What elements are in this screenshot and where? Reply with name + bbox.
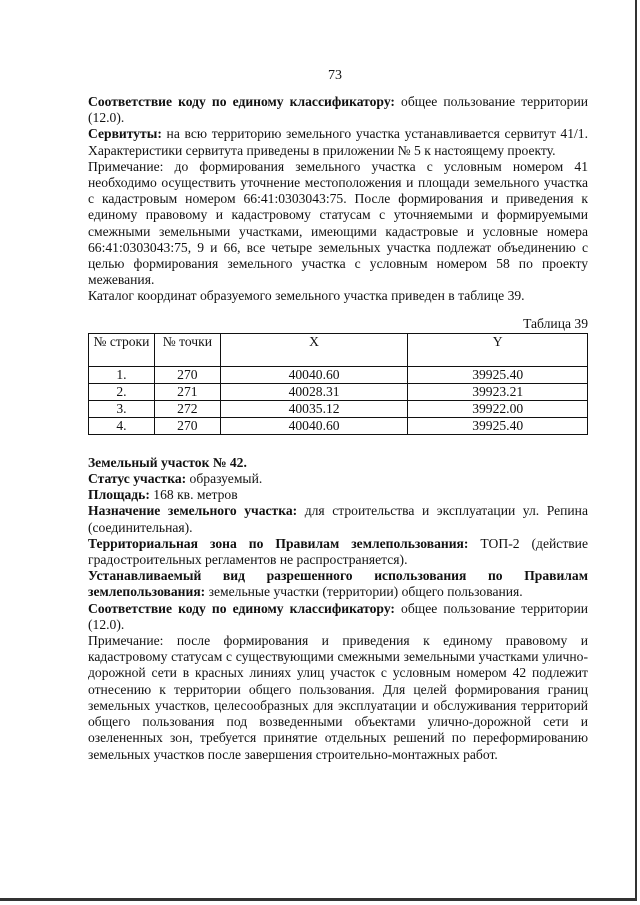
zone-paragraph — [88, 536, 588, 568]
cell-row-number: 1. — [89, 366, 155, 383]
status-label: Статус участка: — [88, 471, 187, 487]
table-row — [89, 400, 588, 417]
cell-point-number: 270 — [154, 417, 220, 434]
classifier-paragraph — [88, 94, 588, 126]
cell-x: 40040.60 — [220, 417, 408, 434]
cell-point-number: 272 — [154, 400, 220, 417]
note-paragraph: Примечание: до формирования земельного участка с условным номером 41 необходимо осуществить уточнение местоположения и площади земельного участка с кадастровым номером 66:41:0303043:75. После формирования и приведения к единому правовому и кадастровому статусам с уточняемыми и формируемыми смежными земельными участками, имеющими кадастровые и условные номера 66:41:0303043:75, 9 и 66, все четыре земельных участка подлежат объединению с целью формирования земельного участка с условным номером 58 по проекту межевания. — [88, 158, 588, 288]
cell-row-number: 3. — [89, 400, 155, 417]
note2-paragraph: Примечание: после формирования и приведения к единому правовому и кадастровому статусам с существующими смежными земельными участками улично-дорожной сети в красных линиях улиц участок с условным номером 42 подлежит отнесению к территории общего пользования. Для целей формирования границ земельных участков, целесообразных для эксплуатации и обслуживания территорий общего пользования под возведенными объектами улично-дорожной сети и озелененных зон, требуется принятие отдельных решений по переформированию земельных участков после завершения строительно-монтажных работ. — [88, 633, 588, 762]
permitted-use-paragraph — [88, 568, 588, 600]
servitudes-paragraph — [88, 126, 588, 158]
cell-x: 40040.60 — [220, 366, 408, 383]
coordinates-table — [88, 333, 588, 435]
servitudes-label: Сервитуты: — [88, 126, 162, 142]
table-row — [89, 383, 588, 400]
header-y: Y — [408, 333, 588, 366]
classifier-label: Соответствие коду по единому классификатору: — [88, 94, 395, 109]
permitted-use-label: Устанавливаемый вид разрешенного использования по Правилам землепользования: — [88, 568, 588, 600]
cell-point-number: 271 — [154, 383, 220, 400]
header-x: X — [220, 333, 408, 366]
header-point-number: № точки — [154, 333, 220, 366]
cell-y: 39923.21 — [408, 383, 588, 400]
cell-y: 39925.40 — [408, 417, 588, 434]
classifier2-label: Соответствие коду по единому классификатору: — [88, 600, 395, 616]
classifier2-paragraph — [88, 601, 588, 633]
cell-y: 39922.00 — [408, 400, 588, 417]
cell-row-number: 4. — [89, 417, 155, 434]
classifier-text: общее пользование территории (12.0). — [88, 94, 588, 126]
table-row — [89, 417, 588, 434]
table-header-row — [89, 333, 588, 366]
zone-text: ТОП-2 (действие градостроительных регламентов не распространяется). — [88, 535, 588, 568]
status-text: образуемый. — [186, 471, 263, 487]
catalog-paragraph: Каталог координат образуемого земельного участка приведен в таблице 39. — [88, 288, 525, 304]
classifier2-text: общее пользование территории (12.0). — [88, 600, 588, 632]
cell-x: 40035.12 — [220, 400, 408, 417]
page-number: 73 — [328, 68, 342, 83]
status-paragraph — [88, 471, 588, 487]
plot-title: Земельный участок № 42. — [88, 454, 247, 470]
servitudes-text: на всю территорию земельного участка устанавливается сервитут 41/1. Характеристики сервитута приведены в приложении № 5 к настоящему проекту. — [88, 126, 588, 158]
table-row — [89, 366, 588, 383]
purpose-label: Назначение земельного участка: — [88, 503, 298, 519]
area-text: 168 кв. метров — [149, 487, 238, 503]
header-row-number: № строки — [89, 333, 155, 366]
cell-row-number: 2. — [89, 383, 155, 400]
purpose-paragraph — [88, 503, 588, 535]
cell-y: 39925.40 — [408, 366, 588, 383]
cell-x: 40028.31 — [220, 383, 408, 400]
area-paragraph — [88, 487, 588, 503]
area-label: Площадь: — [88, 487, 150, 503]
zone-label: Территориальная зона по Правилам землепользования: — [88, 535, 469, 551]
table-caption: Таблица 39 — [523, 315, 588, 331]
document-body — [88, 94, 588, 763]
permitted-use-text: земельные участки (территории) общего пользования. — [205, 584, 523, 600]
cell-point-number: 270 — [154, 366, 220, 383]
purpose-text: для строительства и эксплуатации ул. Репина (соединительная). — [88, 503, 588, 535]
